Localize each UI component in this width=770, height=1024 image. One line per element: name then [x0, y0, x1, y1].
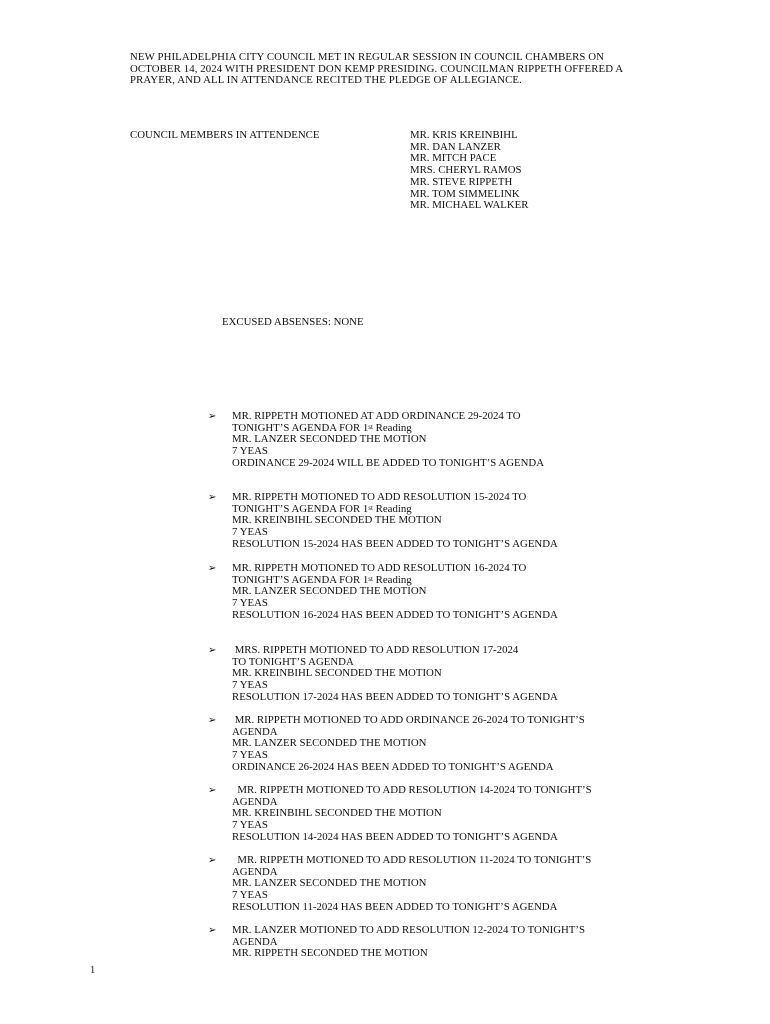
member-name: MR. MICHAEL WALKER [410, 199, 529, 212]
arrow-bullet-icon: ➢ [208, 563, 217, 574]
motion-text [232, 785, 592, 844]
motion-line: TONIGHT’S AGENDA FOR 1st Reading [232, 573, 412, 586]
opening-line: PRAYER, AND ALL IN ATTENDANCE RECITED THE PLEDGE OF ALLEGIANCE. [130, 74, 522, 87]
opening-line: OCTOBER 14, 2024 WITH PRESIDENT DON KEMP PRESIDING. COUNCILMAN RIPPETH OFFERED A [130, 62, 624, 75]
ordinal-suffix: st [368, 503, 373, 512]
motion-text [232, 645, 558, 704]
motion-line: MR. RIPPETH MOTIONED TO ADD RESOLUTION 15-2024 TO [232, 491, 527, 503]
arrow-bullet-icon: ➢ [208, 492, 217, 503]
motion-line: MR. KREINBIHL SECONDED THE MOTION [232, 667, 442, 680]
motion-line: 7 YEAS [232, 526, 268, 539]
member-name: MR. STEVE RIPPETH [410, 175, 513, 188]
motion-line: MR. KREINBIHL SECONDED THE MOTION [232, 514, 442, 527]
opening-line: NEW PHILADELPHIA CITY COUNCIL MET IN REGULAR SESSION IN COUNCIL CHAMBERS ON [130, 51, 605, 63]
motion-text [232, 925, 585, 960]
member-name: MRS. CHERYL RAMOS [410, 164, 522, 177]
motion-line: MR. RIPPETH MOTIONED TO ADD RESOLUTION 16-2024 TO [232, 562, 527, 574]
motion-line: AGENDA [232, 725, 278, 738]
motion-line: RESOLUTION 14-2024 HAS BEEN ADDED TO TONIGHT’S AGENDA [232, 830, 558, 843]
attendance-label: COUNCIL MEMBERS IN ATTENDENCE [130, 129, 320, 141]
motion-line: AGENDA [232, 865, 278, 878]
motion-line: TO TONIGHT’S AGENDA [232, 655, 354, 668]
member-name: MR. KRIS KREINBIHL [410, 129, 518, 141]
motion-text [232, 411, 544, 470]
member-name: MR. TOM SIMMELINK [410, 187, 520, 200]
motion-text [232, 855, 591, 914]
motion-line: AGENDA [232, 935, 278, 948]
motion-line: MR. RIPPETH MOTIONED TO ADD ORDINANCE 26-2024 TO TONIGHT’S [232, 714, 585, 726]
motion-line: MR. LANZER SECONDED THE MOTION [232, 433, 427, 446]
excused-absences: EXCUSED ABSENSES: NONE [222, 316, 364, 328]
motion-line: MR. LANZER SECONDED THE MOTION [232, 877, 427, 890]
ordinal-suffix: st [368, 422, 373, 431]
member-name: MR. DAN LANZER [410, 140, 501, 153]
arrow-bullet-icon: ➢ [208, 645, 217, 656]
motion-line: 7 YEAS [232, 597, 268, 610]
motion-text [232, 492, 558, 551]
page-number: 1 [90, 965, 96, 976]
motion-line: 7 YEAS [232, 679, 268, 692]
motion-text [232, 715, 585, 774]
motion-line: AGENDA [232, 795, 278, 808]
motion-line: MR. RIPPETH MOTIONED TO ADD RESOLUTION 14-2024 TO TONIGHT’S [232, 784, 592, 796]
motion-line: 7 YEAS [232, 889, 268, 902]
arrow-bullet-icon: ➢ [208, 411, 217, 422]
motion-line: MR. LANZER MOTIONED TO ADD RESOLUTION 12-2024 TO TONIGHT’S [232, 924, 585, 936]
motion-line: TONIGHT’S AGENDA FOR 1st Reading [232, 502, 412, 515]
arrow-bullet-icon: ➢ [208, 785, 217, 796]
opening-paragraph [130, 52, 720, 87]
attendance-members-list [410, 130, 528, 212]
motion-line: 7 YEAS [232, 749, 268, 762]
motion-line: 7 YEAS [232, 445, 268, 458]
motion-line: 7 YEAS [232, 819, 268, 832]
motion-line: MR. LANZER SECONDED THE MOTION [232, 585, 427, 598]
motion-line: RESOLUTION 11-2024 HAS BEEN ADDED TO TONIGHT’S AGENDA [232, 900, 558, 913]
motion-line: MR. LANZER SECONDED THE MOTION [232, 737, 427, 750]
motion-line: RESOLUTION 15-2024 HAS BEEN ADDED TO TONIGHT’S AGENDA [232, 537, 558, 550]
arrow-bullet-icon: ➢ [208, 715, 217, 726]
motion-line: MR. KREINBIHL SECONDED THE MOTION [232, 807, 442, 820]
member-name: MR. MITCH PACE [410, 152, 497, 165]
motion-line: RESOLUTION 16-2024 HAS BEEN ADDED TO TONIGHT’S AGENDA [232, 608, 558, 621]
arrow-bullet-icon: ➢ [208, 855, 217, 866]
motion-line: MRS. RIPPETH MOTIONED TO ADD RESOLUTION 17-2024 [232, 644, 519, 656]
motion-line: ORDINANCE 29-2024 WILL BE ADDED TO TONIGHT’S AGENDA [232, 456, 544, 469]
motion-line: MR. RIPPETH MOTIONED AT ADD ORDINANCE 29-2024 TO [232, 410, 521, 422]
motion-text [232, 563, 558, 622]
motion-line: MR. RIPPETH SECONDED THE MOTION [232, 947, 428, 960]
motion-line: RESOLUTION 17-2024 HAS BEEN ADDED TO TONIGHT’S AGENDA [232, 690, 558, 703]
ordinal-suffix: st [368, 574, 373, 583]
motion-line: ORDINANCE 26-2024 HAS BEEN ADDED TO TONIGHT’S AGENDA [232, 760, 554, 773]
motion-line: TONIGHT’S AGENDA FOR 1st Reading [232, 421, 412, 434]
motion-line: MR. RIPPETH MOTIONED TO ADD RESOLUTION 11-2024 TO TONIGHT’S [232, 854, 592, 866]
arrow-bullet-icon: ➢ [208, 925, 217, 936]
